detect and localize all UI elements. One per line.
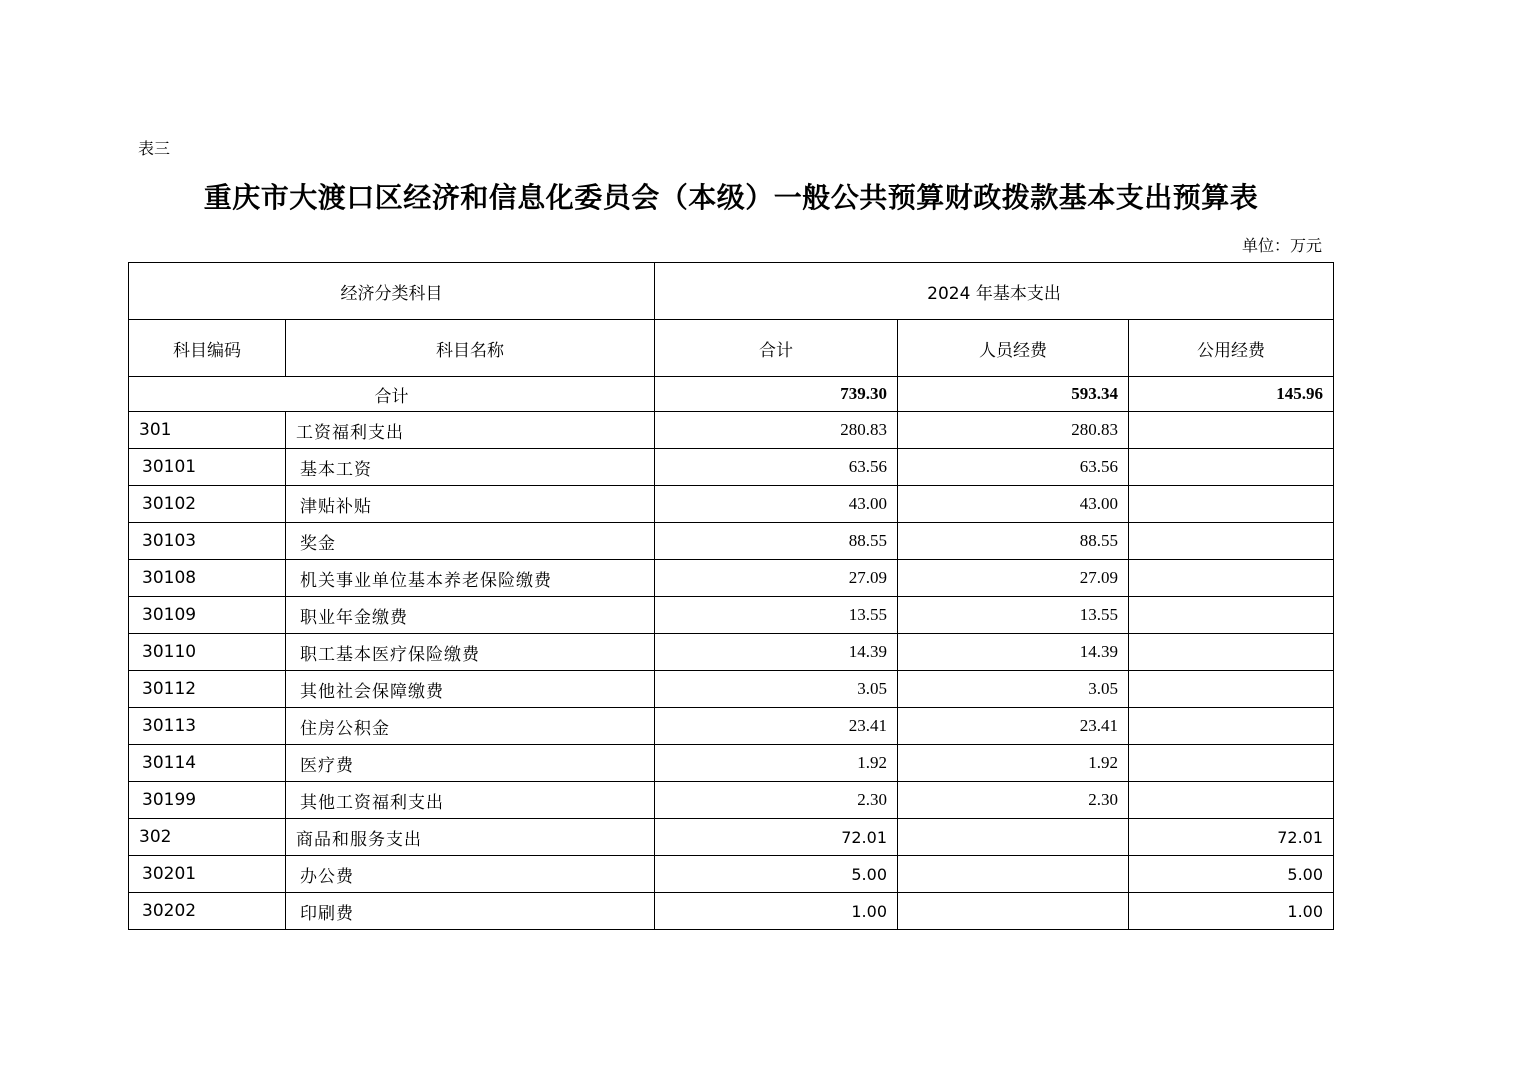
table-label: 表三 — [138, 139, 171, 158]
name-cell: 奖金 — [286, 523, 655, 560]
table-row — [129, 893, 1334, 930]
code-cell: 30199 — [129, 782, 286, 819]
total-cell: 13.55 — [655, 597, 898, 634]
table-row — [129, 486, 1334, 523]
public-cell — [1129, 782, 1334, 819]
total-cell: 14.39 — [655, 634, 898, 671]
column-header-personnel: 人员经费 — [898, 320, 1129, 377]
code-cell: 30109 — [129, 597, 286, 634]
code-cell: 30201 — [129, 856, 286, 893]
total-cell: 1.92 — [655, 745, 898, 782]
total-cell: 2.30 — [655, 782, 898, 819]
table-row — [129, 745, 1334, 782]
name-cell: 办公费 — [286, 856, 655, 893]
public-cell — [1129, 560, 1334, 597]
name-cell: 印刷费 — [286, 893, 655, 930]
name-cell: 基本工资 — [286, 449, 655, 486]
total-personnel-cell: 593.34 — [898, 377, 1129, 412]
column-header-total: 合计 — [655, 320, 898, 377]
total-label: 合计 — [129, 377, 655, 412]
page-title: 重庆市大渡口区经济和信息化委员会（本级）一般公共预算财政拨款基本支出预算表 — [203, 181, 1259, 214]
table-row — [129, 671, 1334, 708]
personnel-cell: 3.05 — [898, 671, 1129, 708]
public-cell: 72.01 — [1129, 819, 1334, 856]
public-cell — [1129, 523, 1334, 560]
public-cell — [1129, 745, 1334, 782]
code-cell: 30102 — [129, 486, 286, 523]
name-cell: 工资福利支出 — [286, 412, 655, 449]
total-cell: 88.55 — [655, 523, 898, 560]
unit-note: 单位：万元 — [1241, 236, 1322, 255]
public-cell — [1129, 597, 1334, 634]
personnel-cell: 13.55 — [898, 597, 1129, 634]
code-cell: 30110 — [129, 634, 286, 671]
column-header-name: 科目名称 — [286, 320, 655, 377]
public-cell — [1129, 671, 1334, 708]
table-row — [129, 523, 1334, 560]
table-row — [129, 597, 1334, 634]
name-cell: 商品和服务支出 — [286, 819, 655, 856]
code-cell: 30108 — [129, 560, 286, 597]
header-basic-expenditure: 2024 年基本支出 — [655, 263, 1334, 320]
code-cell: 30112 — [129, 671, 286, 708]
public-cell: 5.00 — [1129, 856, 1334, 893]
table-row — [129, 412, 1334, 449]
table-row — [129, 819, 1334, 856]
table-row — [129, 449, 1334, 486]
name-cell: 其他工资福利支出 — [286, 782, 655, 819]
code-cell: 30101 — [129, 449, 286, 486]
name-cell: 津贴补贴 — [286, 486, 655, 523]
total-cell: 3.05 — [655, 671, 898, 708]
total-cell: 23.41 — [655, 708, 898, 745]
budget-table — [128, 262, 1334, 930]
personnel-cell: 63.56 — [898, 449, 1129, 486]
total-cell: 72.01 — [655, 819, 898, 856]
table-row — [129, 634, 1334, 671]
total-row — [129, 377, 1334, 412]
public-cell — [1129, 412, 1334, 449]
personnel-cell: 88.55 — [898, 523, 1129, 560]
code-cell: 302 — [129, 819, 286, 856]
personnel-cell: 43.00 — [898, 486, 1129, 523]
total-cell: 5.00 — [655, 856, 898, 893]
header-columns-row — [129, 320, 1334, 377]
column-header-public: 公用经费 — [1129, 320, 1334, 377]
personnel-cell — [898, 856, 1129, 893]
code-cell: 30202 — [129, 893, 286, 930]
personnel-cell: 27.09 — [898, 560, 1129, 597]
public-cell — [1129, 708, 1334, 745]
total-sum-cell: 739.30 — [655, 377, 898, 412]
public-cell — [1129, 634, 1334, 671]
public-cell — [1129, 486, 1334, 523]
code-cell: 301 — [129, 412, 286, 449]
table-row — [129, 782, 1334, 819]
code-cell: 30113 — [129, 708, 286, 745]
total-public-cell: 145.96 — [1129, 377, 1334, 412]
personnel-cell: 2.30 — [898, 782, 1129, 819]
total-cell: 280.83 — [655, 412, 898, 449]
total-cell: 1.00 — [655, 893, 898, 930]
code-cell: 30114 — [129, 745, 286, 782]
table-row — [129, 560, 1334, 597]
personnel-cell: 23.41 — [898, 708, 1129, 745]
total-cell: 43.00 — [655, 486, 898, 523]
header-group-row — [129, 263, 1334, 320]
table-row — [129, 708, 1334, 745]
name-cell: 医疗费 — [286, 745, 655, 782]
name-cell: 住房公积金 — [286, 708, 655, 745]
personnel-cell: 280.83 — [898, 412, 1129, 449]
column-header-code: 科目编码 — [129, 320, 286, 377]
total-cell: 63.56 — [655, 449, 898, 486]
personnel-cell: 1.92 — [898, 745, 1129, 782]
name-cell: 机关事业单位基本养老保险缴费 — [286, 560, 655, 597]
public-cell — [1129, 449, 1334, 486]
header-economic-classification: 经济分类科目 — [129, 263, 655, 320]
name-cell: 其他社会保障缴费 — [286, 671, 655, 708]
table-body — [129, 377, 1334, 930]
total-cell: 27.09 — [655, 560, 898, 597]
public-cell: 1.00 — [1129, 893, 1334, 930]
table-row — [129, 856, 1334, 893]
personnel-cell — [898, 819, 1129, 856]
personnel-cell: 14.39 — [898, 634, 1129, 671]
personnel-cell — [898, 893, 1129, 930]
name-cell: 职工基本医疗保险缴费 — [286, 634, 655, 671]
name-cell: 职业年金缴费 — [286, 597, 655, 634]
code-cell: 30103 — [129, 523, 286, 560]
